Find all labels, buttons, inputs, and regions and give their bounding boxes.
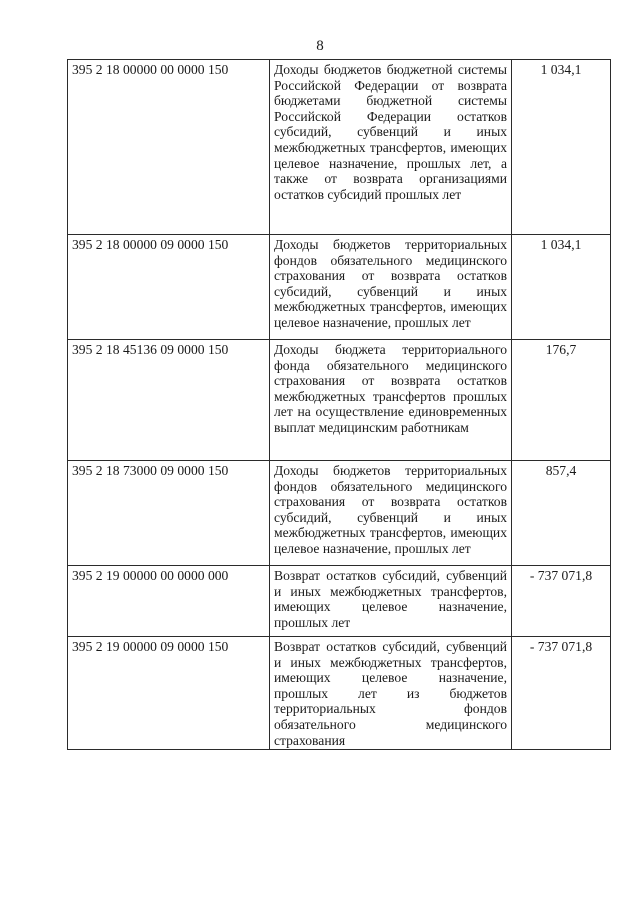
amount-value: - 737 071,8	[512, 566, 611, 637]
budget-classification-code: 395 2 19 00000 00 0000 000	[68, 566, 270, 637]
budget-classification-code: 395 2 18 45136 09 0000 150	[68, 340, 270, 461]
amount-value: 1 034,1	[512, 235, 611, 340]
table-row	[68, 461, 611, 566]
budget-classification-code: 395 2 18 00000 09 0000 150	[68, 235, 270, 340]
budget-classification-code: 395 2 19 00000 09 0000 150	[68, 637, 270, 750]
table-row	[68, 340, 611, 461]
amount-value: 857,4	[512, 461, 611, 566]
revenue-description: Доходы бюджетов территориальных фондов обязательного медицинского страхования от возврата остатков субсидий, субвенций и иных межбюджетных трансфертов, имеющих целевое назначение, прошлых лет	[270, 461, 512, 566]
table-row	[68, 637, 611, 750]
table-row	[68, 235, 611, 340]
revenue-description: Возврат остатков субсидий, субвенций и иных межбюджетных трансфертов, имеющих целевое назначение, прошлых лет	[270, 566, 512, 637]
amount-value: 176,7	[512, 340, 611, 461]
revenue-description: Доходы бюджетов территориальных фондов обязательного медицинского страхования от возврата остатков субсидий, субвенций и иных межбюджетных трансфертов, имеющих целевое назначение, прошлых лет	[270, 235, 512, 340]
budget-classification-code: 395 2 18 73000 09 0000 150	[68, 461, 270, 566]
revenue-description: Возврат остатков субсидий, субвенций и иных межбюджетных трансфертов, имеющих целевое назначение, прошлых лет из бюджетов территориальных фондов обязательного медицинского страхования	[270, 637, 512, 750]
page-number: 8	[316, 38, 324, 54]
amount-value: 1 034,1	[512, 60, 611, 235]
budget-classification-code: 395 2 18 00000 00 0000 150	[68, 60, 270, 235]
budget-revenue-table	[67, 59, 611, 750]
amount-value: - 737 071,8	[512, 637, 611, 750]
table-row	[68, 566, 611, 637]
revenue-description: Доходы бюджетов бюджетной системы Российской Федерации от возврата бюджетами бюджетной системы Российской Федерации остатков субсидий, субвенций и иных межбюджетных трансфертов, имеющих целевое назначение, прошлых лет, а также от возврата организациями остатков субсидий прошлых лет	[270, 60, 512, 235]
table-row	[68, 60, 611, 235]
revenue-description: Доходы бюджета территориального фонда обязательного медицинского страхования от возврата остатков межбюджетных трансфертов прошлых лет на осуществление единовременных выплат медицинским работникам	[270, 340, 512, 461]
